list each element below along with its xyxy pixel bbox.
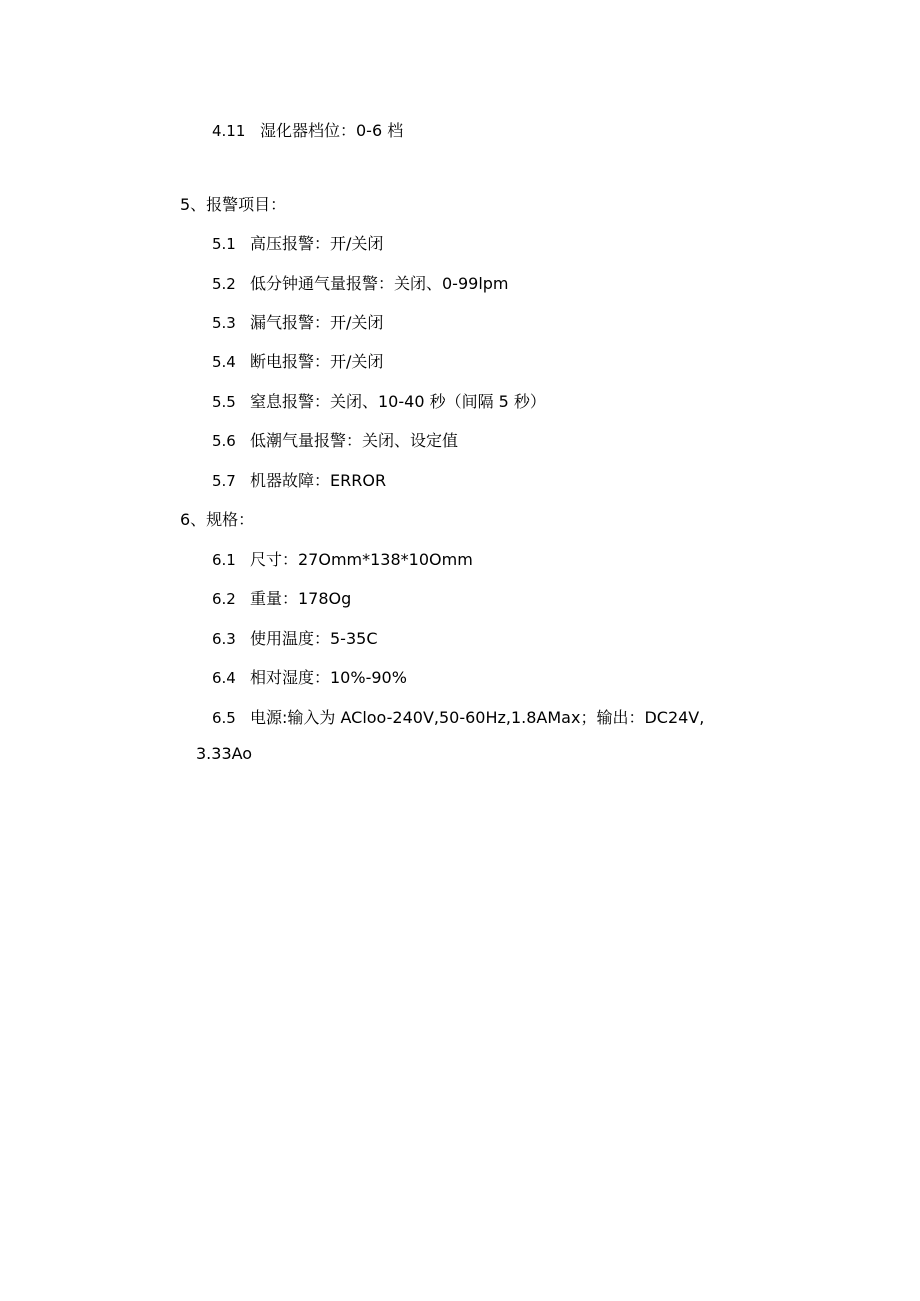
item-number: 5.1 [212,235,236,253]
spec-item-5-6 [212,430,458,452]
spec-item-6-4 [212,667,407,689]
item-text: 低潮气量报警：关闭、设定值 [250,431,459,450]
item-number: 5.6 [212,432,236,450]
spec-item-4-11 [212,120,403,142]
item-number: 5.3 [212,314,236,332]
item-text: 重量：178Og [250,589,352,608]
item-number: 6.2 [212,590,236,608]
spec-item-5-5 [212,391,546,413]
item-number: 6.3 [212,630,236,648]
spec-item-5-3 [212,312,383,334]
item-text: 相对湿度：10%-90% [250,668,407,687]
item-number: 5.2 [212,275,236,293]
spec-item-6-2 [212,588,351,610]
item-number: 6.5 [212,709,236,727]
item-text: 漏气报警：开/关闭 [250,313,384,332]
spec-item-5-2 [212,273,509,295]
item-number: 6.4 [212,669,236,687]
item-text: 高压报警：开/关闭 [250,234,384,253]
item-text: 窒息报警：关闭、10-40 秒（间隔 5 秒） [250,392,546,411]
item-text: 电源:输入为 ACloo-240V,50-60Hz,1.8AMax；输出：DC24V, [250,708,705,727]
item-number: 4.11 [212,122,246,140]
item-number: 5.5 [212,393,236,411]
item-text: 使用温度：5-35C [250,629,378,648]
item-text: 断电报警：开/关闭 [250,352,384,371]
item-number: 5.4 [212,353,236,371]
spec-item-5-7 [212,470,386,492]
spec-item-5-1 [212,233,383,255]
spec-item-6-5-continuation: 3.33Ao [196,744,253,763]
spec-item-6-3 [212,628,378,650]
spec-item-5-4 [212,351,383,373]
item-text: 尺寸：27Omm*138*10Omm [250,550,473,569]
item-text: 机器故障：ERROR [250,471,387,490]
item-text: 湿化器档位：0-6 档 [260,121,404,140]
item-text: 低分钟通气量报警：关闭、0-99lpm [250,274,509,293]
spec-item-6-1 [212,549,473,571]
section-heading-specifications: 6、规格： [180,510,255,529]
spec-item-6-5 [212,707,704,729]
section-heading-alarms: 5、报警项目： [180,195,287,214]
item-number: 5.7 [212,472,236,490]
item-number: 6.1 [212,551,236,569]
